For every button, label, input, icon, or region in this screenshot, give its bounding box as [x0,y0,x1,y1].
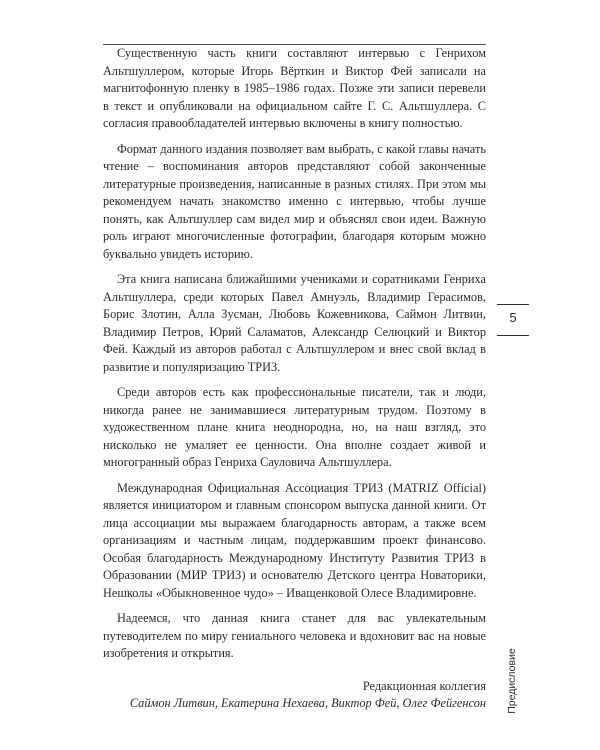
paragraph: Существенную часть книги составляют интервью с Генрихом Альтшуллером, которые Игорь Вёрткин и Виктор Фей записали на магнитофонную пленку в 1985–1986 годах. Позже эти записи перевели в текст и опубликовали на официальном сайте Г. С. Альтшуллера. С согласия правообладателей интервью включены в книгу полностью. [103,46,486,130]
editorial-board-title: Редакционная коллегия [362,678,486,693]
paragraph: Формат данного издания позволяет вам выбрать, с какой главы начать чтение – воспоминания авторов представляют собой законченные литературные произведения, написанные в разных стилях. При этом мы рекомендуем начать знакомство именно с интервью, чтобы лучше понять, как Альтшуллер сам видел мир и объяснял свои идеи. Важную роль играют многочисленные фотографии, благодаря которым можно буквально увидеть историю. [103,141,486,261]
paragraph: Надеемся, что данная книга станет для вас увлекательным путеводителем по миру гениального человека и вдохновит вас на новые изобретения и открытия. [103,611,486,660]
paragraph: Среди авторов есть как профессиональные писатели, так и люди, никогда ранее не занимавшиеся литературным трудом. Поэтому в художественном плане книга неоднородна, но, на наш взгляд, это нисколько не умаляет ее ценности. Она вполне создает живой и многогранный образ Генриха Сауловича Альтшуллера. [103,385,486,469]
page-number-box [497,304,529,334]
section-label [505,640,519,722]
preface-text [103,45,486,713]
page-number-rule-bottom [497,335,529,336]
paragraph: Эта книга написана ближайшими учениками и соратниками Генриха Альтшуллера, среди которых Павел Амнуэль, Владимир Герасимов, Борис Злотин, Алла Зусман, Любовь Кожевникова, Саймон Литвин, Владимир Петров, Юрий Саламатов, Александр Селюцкий и Виктор Фей. Каждый из авторов работал с Альтшуллером и внес свой вклад в развитие и популяризацию ТРИЗ. [103,272,486,374]
paragraph: Международная Официальная Ассоциация ТРИЗ (MATRIZ Official) является инициатором и главным спонсором выпуска данной книги. От лица ассоциации мы выражаем благодарность авторам, а также всем организациям и частным лицам, поддержавшим проект финансово. Особая благодарность Международному Институту Развития ТРИЗ в Образовании (МИР ТРИЗ) и основателю Детского центра Новаторики, Нешколы «Обыкновенное чудо» – Иващенковой Олесе Владимировне. [103,480,486,600]
page-number-rule-top [497,304,529,305]
signature-block [103,678,486,713]
page-number: 5 [509,310,517,325]
editorial-board-authors: Саймон Литвин, Екатерина Нехаева, Виктор Фей, Олег Фейгенсон [129,696,486,710]
section-label-text: Предисловие [506,648,518,714]
